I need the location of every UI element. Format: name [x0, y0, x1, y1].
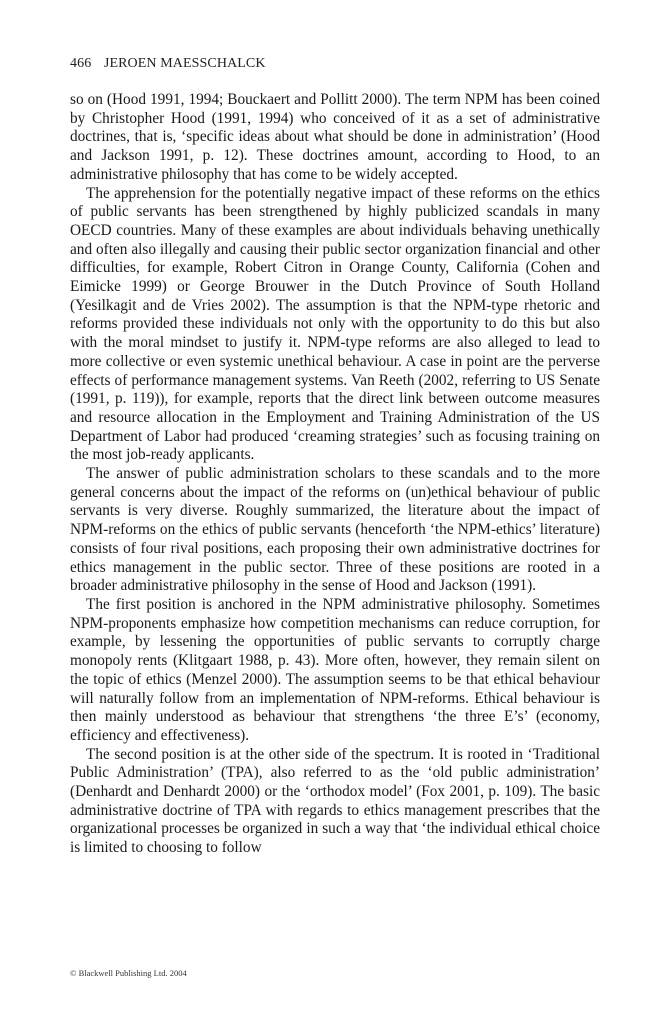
paragraph-continued: so on (Hood 1991, 1994; Bouckaert and Pollitt 2000). The term NPM has been coined by Christopher Hood (1991, 1994) who conceived of it as a set of administrative doctrines, that is, ‘specific ideas about what should be done in administration’ (Hood and Jackson 1991, p. 12). These doctrines amount, according to Hood, to an administrative philosophy that has come to be widely accepted.: [70, 91, 600, 183]
body-text: [70, 91, 600, 858]
paragraph: The second position is at the other side of the spectrum. It is rooted in ‘Traditional Public Administration’ (TPA), also referred to as the ‘old public administration’ (Denhardt and Denhardt 2000) or the ‘orthodox model’ (Fox 2001, p. 109). The basic administrative doctrine of TPA with regards to ethics management prescribes that the organizational processes be organized in such a way that ‘the individual ethical choice is limited to choosing to follow: [70, 745, 600, 857]
copyright-footer: © Blackwell Publishing Ltd. 2004: [70, 968, 187, 978]
paragraph: The first position is anchored in the NPM administrative philosophy. Sometimes NPM-proponents emphasize how competition mechanisms can reduce corruption, for example, by lessening the opportunities of public servants to corruptly charge monopoly rents (Klitgaart 1988, p. 43). More often, however, they remain silent on the topic of ethics (Menzel 2000). The assumption seems to be that ethical behaviour will naturally follow from an implementation of NPM-reforms. Ethical behaviour is then mainly understood as behaviour that strengthens ‘the three E’s’ (economy, efficiency and effectiveness).: [70, 595, 600, 744]
paragraph: The answer of public administration scholars to these scandals and to the more general concerns about the impact of the reforms on (un)ethical behaviour of public servants is very diverse. Roughly summarized, the literature about the impact of NPM-reforms on the ethics of public servants (henceforth ‘the NPM-ethics’ literature) consists of four rival positions, each proposing their own administrative doctrines for ethics management in the public sector. Three of these positions are rooted in a broader administrative philosophy in the sense of Hood and Jackson (1991).: [70, 465, 600, 595]
paragraph: The apprehension for the potentially negative impact of these reforms on the ethics of public servants has been strengthened by highly publicized scandals in many OECD countries. Many of these examples are about individuals behaving unethically and often also illegally and causing their public sector organization financial and other difficulties, for example, Robert Citron in Orange County, California (Cohen and Eimicke 1999) or George Brouwer in the Dutch Province of South Holland (Yesilkagit and de Vries 2002). The assumption is that the NPM-type rhetoric and reforms provided these individuals not only with the opportunity to do this but also with the moral mindset to justify it. NPM-type reforms are also alleged to lead to more collective or even systemic unethical behaviour. A case in point are the perverse effects of performance management systems. Van Reeth (2002, referring to US Senate (1991, p. 119)), for example, reports that the direct link between outcome measures and resource allocation in the Employment and Training Administration of the US Department of Labor had produced ‘creaming strategies’ such as focusing training on the most job-ready applicants.: [70, 184, 600, 464]
author-name: JEROEN MAESSCHALCK: [103, 56, 266, 71]
running-head: [70, 56, 266, 72]
page-number: 466: [70, 56, 92, 71]
